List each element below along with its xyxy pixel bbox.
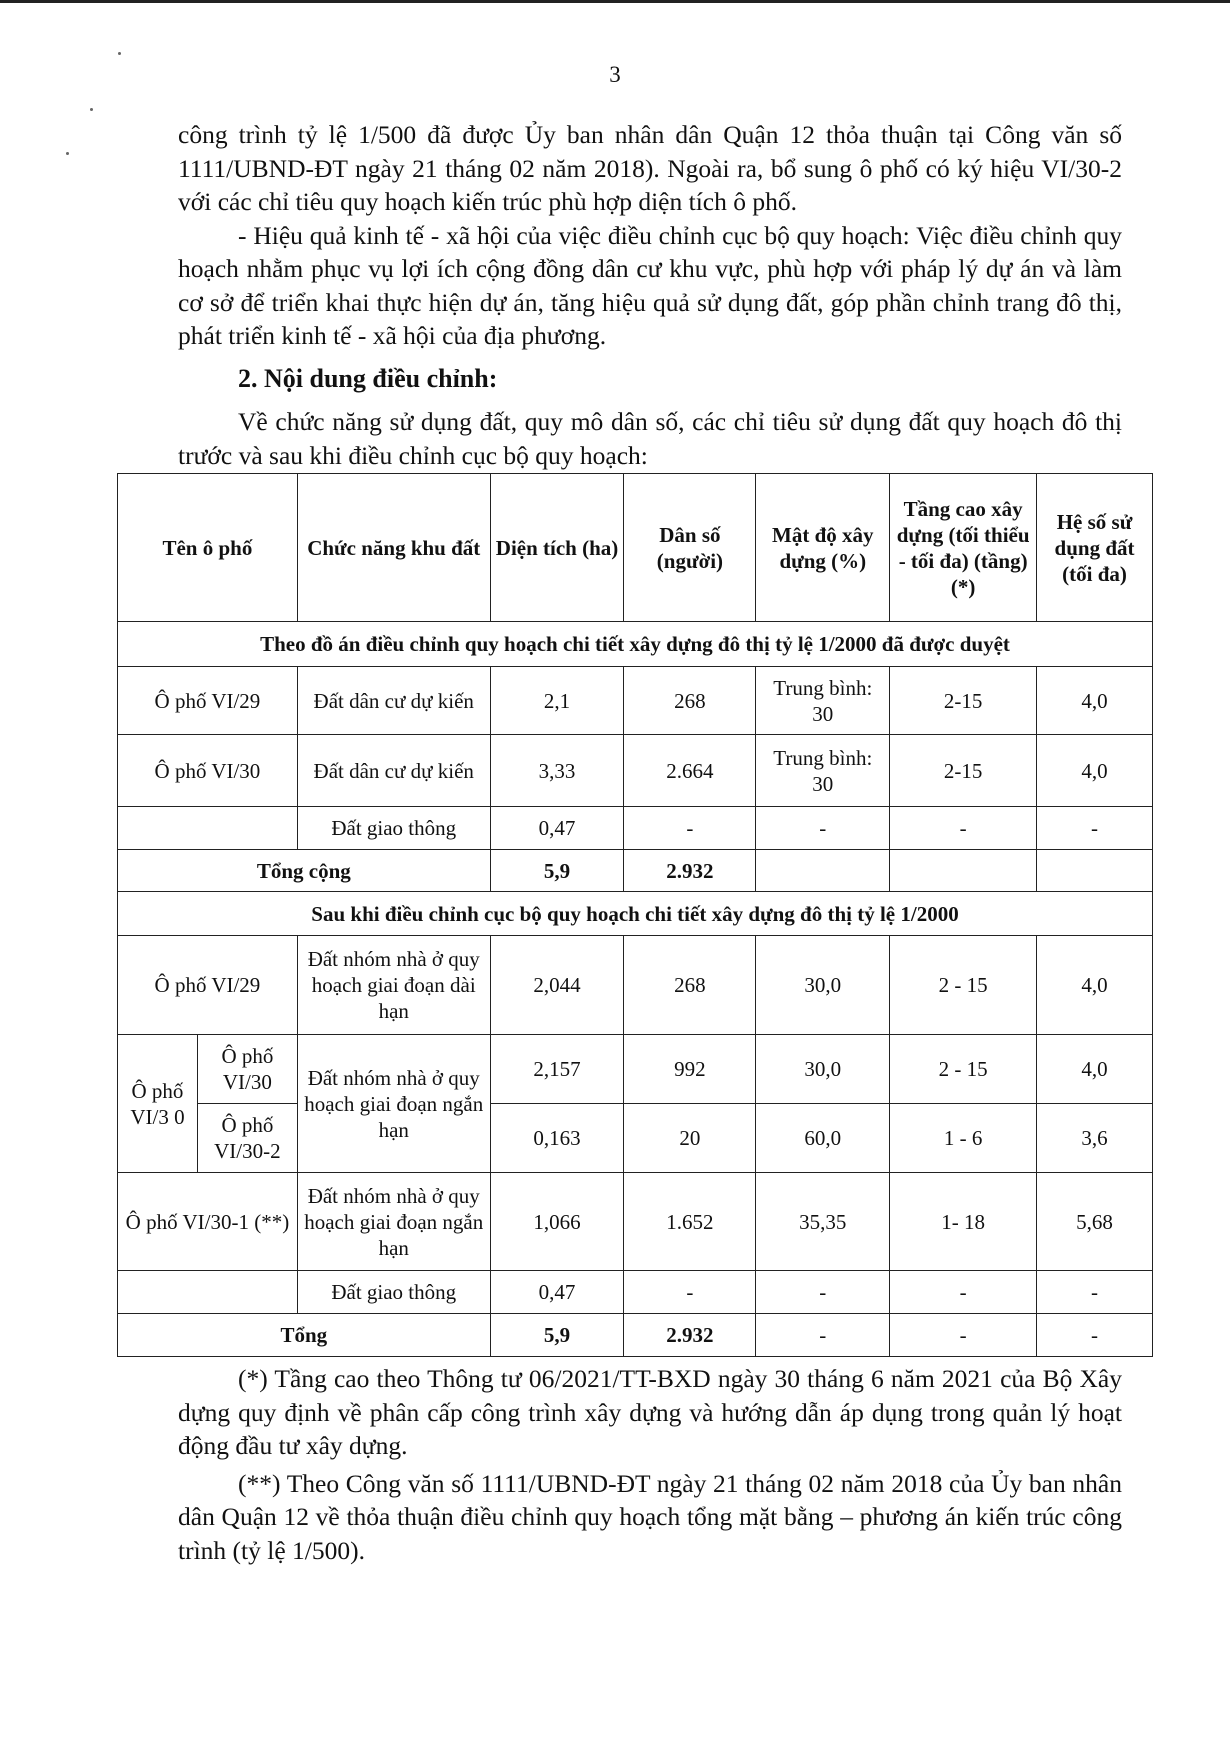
cell-population: 268: [624, 667, 756, 735]
cell-far: 4,0: [1037, 735, 1153, 807]
section-1-title: Theo đồ án điều chỉnh quy hoạch chi tiết xây dựng đô thị tỷ lệ 1/2000 đã được duyệt: [118, 622, 1153, 667]
cell-function: Đất giao thông: [297, 807, 490, 850]
cell-population: 1.652: [624, 1173, 756, 1271]
cell-density: 30,0: [756, 936, 890, 1035]
header-far: Hệ số sử dụng đất (tối đa): [1037, 474, 1153, 622]
cell-block: Ô phố VI/29: [118, 667, 298, 735]
table-row: [118, 1271, 1153, 1314]
cell-density: 35,35: [756, 1173, 890, 1271]
cell-area: 2,157: [490, 1035, 624, 1104]
cell-far: 4,0: [1037, 667, 1153, 735]
cell-population: 268: [624, 936, 756, 1035]
table-row: [118, 1173, 1153, 1271]
cell-density: 30,0: [756, 1035, 890, 1104]
cell-floors: 2-15: [890, 667, 1037, 735]
total-label: Tổng cộng: [118, 850, 491, 892]
cell-density: Trung bình: 30: [756, 735, 890, 807]
total-row: [118, 1314, 1153, 1357]
header-population: Dân số (người): [624, 474, 756, 622]
total-floors: -: [890, 1314, 1037, 1357]
scan-speck: [118, 52, 121, 55]
cell-far: -: [1037, 1271, 1153, 1314]
cell-area: 0,163: [490, 1104, 624, 1173]
cell-floors: 2 - 15: [890, 1035, 1037, 1104]
total-label: Tổng: [118, 1314, 491, 1357]
cell-block: Ô phố VI/30: [118, 735, 298, 807]
cell-block: Ô phố VI/29: [118, 936, 298, 1035]
cell-floors: 2 - 15: [890, 936, 1037, 1035]
cell-population: 2.664: [624, 735, 756, 807]
cell-density: -: [756, 1271, 890, 1314]
header-function: Chức năng khu đất: [297, 474, 490, 622]
cell-block: [118, 1271, 298, 1314]
cell-floors: -: [890, 807, 1037, 850]
cell-floors: -: [890, 1271, 1037, 1314]
cell-floors: 1- 18: [890, 1173, 1037, 1271]
cell-area: 1,066: [490, 1173, 624, 1271]
cell-sub-block: Ô phố VI/30: [197, 1035, 297, 1104]
scan-speck: [90, 108, 93, 111]
total-floors-empty: [890, 850, 1037, 892]
cell-area: 0,47: [490, 807, 624, 850]
total-population: 2.932: [624, 850, 756, 892]
table-row: [118, 667, 1153, 735]
footnote-1: (*) Tầng cao theo Thông tư 06/2021/TT-BXD ngày 30 tháng 6 năm 2021 của Bộ Xây dựng quy định về phân cấp công trình xây dựng và hướng dẫn áp dụng trong quản lý hoạt động đầu tư xây dựng.: [178, 1364, 1122, 1460]
cell-function: Đất giao thông: [297, 1271, 490, 1314]
cell-block: Ô phố VI/30-1 (**): [118, 1173, 298, 1271]
section-heading: 2. Nội dung điều chỉnh:: [238, 364, 498, 393]
total-far-empty: [1037, 850, 1153, 892]
section-intro-text: [178, 405, 1122, 472]
table-row: [118, 1035, 1153, 1104]
cell-function: Đất nhóm nhà ở quy hoạch giai đoạn ngắn hạn: [297, 1173, 490, 1271]
total-density-empty: [756, 850, 890, 892]
total-population: 2.932: [624, 1314, 756, 1357]
cell-population: -: [624, 1271, 756, 1314]
total-area: 5,9: [490, 1314, 624, 1357]
section-2-title: Sau khi điều chỉnh cục bộ quy hoạch chi tiết xây dựng đô thị tỷ lệ 1/2000: [118, 892, 1153, 936]
cell-density: 60,0: [756, 1104, 890, 1173]
cell-floors: 1 - 6: [890, 1104, 1037, 1173]
footnotes: [178, 1362, 1122, 1571]
header-density: Mật độ xây dựng (%): [756, 474, 890, 622]
total-area: 5,9: [490, 850, 624, 892]
table-header-row: [118, 474, 1153, 622]
total-far: -: [1037, 1314, 1153, 1357]
cell-function: Đất nhóm nhà ở quy hoạch giai đoạn ngắn hạn: [297, 1035, 490, 1173]
cell-function: Đất dân cư dự kiến: [297, 735, 490, 807]
cell-area: 3,33: [490, 735, 624, 807]
planning-table: [117, 473, 1153, 1357]
section-1-title-row: [118, 622, 1153, 667]
footnote-2: (**) Theo Công văn số 1111/UBND-ĐT ngày 21 tháng 02 năm 2018 của Ủy ban nhân dân Quận 12 về thỏa thuận điều chỉnh quy hoạch tổng mặt bằng – phương án kiến trúc công trình (tỷ lệ 1/500).: [178, 1468, 1122, 1565]
cell-floors: 2-15: [890, 735, 1037, 807]
cell-function: Đất dân cư dự kiến: [297, 667, 490, 735]
intro-paragraph-2: - Hiệu quả kinh tế - xã hội của việc điều chỉnh cục bộ quy hoạch: Việc điều chỉnh quy hoạch nhằm phục vụ lợi ích cộng đồng dân cư khu vực, phù hợp với pháp lý dự án và làm cơ sở để triển khai thực hiện dự án, tăng hiệu quả sử dụng đất, góp phần chỉnh trang đô thị, phát triển kinh tế - xã hội của địa phương.: [178, 220, 1122, 350]
cell-function: Đất nhóm nhà ở quy hoạch giai đoạn dài hạn: [297, 936, 490, 1035]
table-row: [118, 1104, 1153, 1173]
table-row: [118, 936, 1153, 1035]
cell-block: [118, 807, 298, 850]
cell-population: 20: [624, 1104, 756, 1173]
top-scan-border: [0, 0, 1230, 3]
cell-far: 4,0: [1037, 936, 1153, 1035]
header-floors: Tầng cao xây dựng (tối thiểu - tối đa) (tầng) (*): [890, 474, 1037, 622]
cell-parent-block: Ô phố VI/3 0: [118, 1035, 198, 1173]
cell-density: Trung bình: 30: [756, 667, 890, 735]
table-row: [118, 807, 1153, 850]
cell-area: 0,47: [490, 1271, 624, 1314]
cell-far: 3,6: [1037, 1104, 1153, 1173]
section-2-title-row: [118, 892, 1153, 936]
intro-paragraph-1: công trình tỷ lệ 1/500 đã được Ủy ban nhân dân Quận 12 thỏa thuận tại Công văn số 1111/UBND-ĐT ngày 21 tháng 02 năm 2018). Ngoài ra, bổ sung ô phố có ký hiệu VI/30-2 với các chỉ tiêu quy hoạch kiến trúc phù hợp diện tích ô phố.: [178, 120, 1122, 216]
cell-area: 2,1: [490, 667, 624, 735]
cell-area: 2,044: [490, 936, 624, 1035]
cell-population: -: [624, 807, 756, 850]
header-block: Tên ô phố: [118, 474, 298, 622]
cell-population: 992: [624, 1035, 756, 1104]
total-row: [118, 850, 1153, 892]
total-density: -: [756, 1314, 890, 1357]
cell-density: -: [756, 807, 890, 850]
section-intro-paragraph: Về chức năng sử dụng đất, quy mô dân số, các chỉ tiêu sử dụng đất quy hoạch đô thị trước và sau khi điều chỉnh cục bộ quy hoạch:: [178, 407, 1122, 470]
header-area: Diện tích (ha): [490, 474, 624, 622]
cell-far: 5,68: [1037, 1173, 1153, 1271]
scan-speck: [66, 152, 69, 155]
cell-sub-block: Ô phố VI/30-2: [197, 1104, 297, 1173]
table-row: [118, 735, 1153, 807]
intro-text: [178, 118, 1122, 353]
cell-far: -: [1037, 807, 1153, 850]
page-number: 3: [609, 62, 621, 87]
cell-far: 4,0: [1037, 1035, 1153, 1104]
